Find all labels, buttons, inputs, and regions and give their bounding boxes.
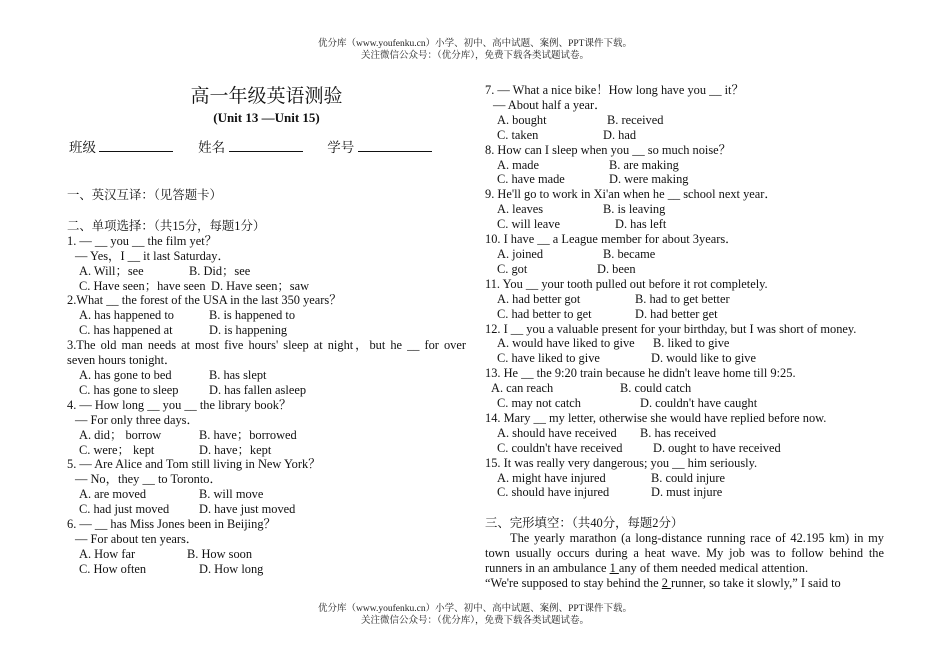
option-d[interactable]: D. have；kept (199, 442, 272, 457)
option-a[interactable]: A. has gone to bed (79, 367, 172, 382)
option-d[interactable]: D. were making (609, 172, 689, 187)
question-stem: 12. I __ you a valuable present for your birthday, but I was short of money. (485, 321, 857, 336)
right-column (485, 83, 884, 591)
option-c[interactable]: C. couldn't have received (497, 440, 623, 455)
question-dialogue: — About half a year． (493, 97, 607, 112)
header-line-2: 关注微信公众号：（优分库），免费下载各类试题试卷。 (360, 51, 589, 61)
option-c[interactable]: C. has gone to sleep (79, 382, 179, 397)
question-stem: 1. — __ you __ the film yet？ (67, 233, 218, 248)
option-d[interactable]: D. ought to have received (653, 440, 781, 455)
question-2 (67, 293, 466, 338)
option-b[interactable]: B. will move (199, 487, 264, 502)
header-line-1: 优分库（www.youfenku.cn）小学、初中、高中试题、案例、PPT课件下载。 (318, 39, 632, 49)
option-c[interactable]: C. have made (497, 172, 565, 187)
cloze-text: “We're supposed to stay behind the (485, 576, 662, 590)
question-9 (485, 187, 884, 232)
option-d[interactable]: D. had better get (635, 306, 718, 321)
question-1 (67, 234, 466, 294)
cloze-text: any of them needed medical attention. (618, 561, 809, 576)
option-b[interactable]: B. had to get better (635, 291, 730, 306)
option-c[interactable]: C. may not catch (497, 396, 581, 411)
left-column (67, 82, 466, 577)
option-a[interactable]: A. did； borrow (79, 427, 162, 442)
question-7 (485, 83, 884, 143)
question-stem: 9. He'll go to work in Xi'an when he __ school next year． (485, 187, 777, 202)
option-b[interactable]: B. received (607, 112, 664, 127)
option-d[interactable]: D. must injure (651, 485, 723, 500)
option-c[interactable]: C. Have seen；have seen (79, 278, 206, 293)
question-dialogue: — For about ten years． (75, 531, 199, 546)
option-a[interactable]: A. made (497, 157, 539, 172)
option-a[interactable]: A. bought (497, 112, 547, 127)
footer-line-2: 关注微信公众号：（优分库），免费下载各类试题试卷。 (360, 616, 589, 626)
option-b[interactable]: B. is happened to (209, 308, 296, 323)
option-c[interactable]: C. taken (497, 127, 539, 142)
option-c[interactable]: C. How often (79, 561, 147, 576)
student-info-row (67, 139, 466, 157)
question-6 (67, 517, 466, 577)
option-a[interactable]: A. are moved (79, 487, 147, 502)
option-d[interactable]: D. couldn't have caught (640, 396, 758, 411)
question-stem: 15. It was really very dangerous; you __ him seriously. (485, 455, 758, 470)
option-b[interactable]: B. has slept (209, 367, 267, 382)
option-c[interactable]: C. had just moved (79, 502, 170, 517)
option-b[interactable]: B. has received (640, 425, 717, 440)
option-a[interactable]: A. Will；see (79, 263, 144, 278)
question-12 (485, 322, 884, 367)
cloze-blank-1[interactable]: 1 (609, 561, 619, 576)
footer-line-1: 优分库（www.youfenku.cn）小学、初中、高中试题、案例、PPT课件下载。 (318, 604, 632, 614)
page-header (0, 38, 950, 62)
option-b[interactable]: B. are making (609, 157, 679, 172)
option-b[interactable]: B. How soon (187, 546, 253, 561)
option-d[interactable]: D. has left (615, 217, 667, 232)
question-5 (67, 457, 466, 517)
question-8 (485, 143, 884, 188)
option-d[interactable]: D. been (597, 261, 636, 276)
option-d[interactable]: D. had (603, 127, 637, 142)
class-field[interactable] (99, 140, 173, 152)
question-dialogue: — No，they __ to Toronto． (75, 472, 222, 487)
question-stem: 3.The old man needs at most five hours' sleep at night，but he __ for over seven hours tonight． (67, 338, 466, 368)
option-c[interactable]: C. got (497, 261, 528, 276)
question-dialogue: — For only three days． (75, 412, 199, 427)
page-footer (0, 603, 950, 627)
option-d[interactable]: D. would like to give (651, 351, 756, 366)
option-b[interactable]: B. is leaving (603, 202, 666, 217)
option-a[interactable]: A. can reach (491, 381, 554, 396)
option-b[interactable]: B. became (603, 246, 656, 261)
option-d[interactable]: D. have just moved (199, 502, 296, 517)
option-c[interactable]: C. should have injured (497, 485, 610, 500)
section-2-heading: 二、单项选择：（共15分，每题1分） (67, 218, 266, 233)
option-d[interactable]: D. is happening (209, 323, 288, 338)
number-field[interactable] (358, 140, 432, 152)
question-14 (485, 411, 884, 456)
cloze-paragraph-2 (485, 576, 884, 591)
option-c[interactable]: C. have liked to give (497, 351, 600, 366)
cloze-text: runner, so take it slowly,” I said to (671, 576, 841, 590)
cloze-text: The yearly marathon (a long-distance running race of 42.195 km) in my town usually occurs during a heat wave. My job was to follow behind the runners in an ambulance (485, 531, 884, 576)
option-a[interactable]: A. How far (79, 546, 136, 561)
number-label: 学号 (327, 140, 355, 155)
option-a[interactable]: A. might have injured (497, 470, 606, 485)
option-c[interactable]: C. will leave (497, 217, 560, 232)
question-dialogue: — Yes，I __ it last Saturday． (75, 248, 230, 263)
option-b[interactable]: B. could injure (651, 470, 725, 485)
option-a[interactable]: A. should have received (497, 425, 617, 440)
section-1-heading: 一、英汉互译：（见答题卡） (67, 188, 222, 202)
question-stem: 14. Mary __ my letter, otherwise she would have replied before now. (485, 410, 827, 425)
option-a[interactable]: A. leaves (497, 202, 544, 217)
question-stem: 4. — How long __ you __ the library book？ (67, 397, 292, 412)
question-11 (485, 277, 884, 322)
question-stem: 7. — What a nice bike！How long have you __ it？ (485, 83, 744, 97)
question-stem: 8. How can I sleep when you __ so much noise？ (485, 142, 732, 157)
question-stem: 5. — Are Alice and Tom still living in New York？ (67, 457, 321, 472)
cloze-paragraph-1 (485, 531, 884, 576)
option-c[interactable]: C. has happened at (79, 323, 173, 338)
exam-subtitle: (Unit 13 —Unit 15) (213, 110, 320, 125)
option-c[interactable]: C. had better to get (497, 306, 592, 321)
option-b[interactable]: B. liked to give (653, 336, 730, 351)
option-d[interactable]: D. Have seen；saw (211, 278, 310, 293)
name-field[interactable] (229, 140, 303, 152)
question-15 (485, 456, 884, 501)
question-4 (67, 398, 466, 458)
option-c[interactable]: C. were； kept (79, 442, 155, 457)
question-13 (485, 366, 884, 411)
question-stem: 13. He __ the 9:20 train because he didn't leave home till 9:25. (485, 366, 796, 381)
option-d[interactable]: D. How long (199, 561, 264, 576)
question-3 (67, 338, 466, 398)
option-b[interactable]: B. have；borrowed (199, 427, 297, 442)
question-stem: 6. — __ has Miss Jones been in Beijing？ (67, 517, 276, 532)
question-stem: 10. I have __ a League member for about 3years． (485, 232, 738, 247)
option-b[interactable]: B. Did；see (189, 263, 251, 278)
cloze-blank-2[interactable]: 2 (661, 576, 672, 590)
class-label: 班级 (69, 140, 96, 155)
exam-title: 高一年级英语测验 (190, 86, 343, 107)
option-a[interactable]: A. has happened to (79, 308, 174, 323)
section-3-heading: 三、完形填空：（共40分，每题2分） (485, 516, 684, 531)
option-b[interactable]: B. could catch (620, 381, 692, 396)
question-stem: 2.What __ the forest of the USA in the last 350 years？ (67, 293, 342, 308)
option-a[interactable]: A. would have liked to give (497, 336, 635, 351)
option-a[interactable]: A. joined (497, 246, 544, 261)
question-stem: 11. You __ your tooth pulled out before it rot completely. (485, 276, 768, 291)
question-10 (485, 232, 884, 277)
name-label: 姓名 (198, 140, 226, 155)
option-d[interactable]: D. has fallen asleep (209, 382, 307, 397)
option-a[interactable]: A. had better got (497, 291, 581, 306)
